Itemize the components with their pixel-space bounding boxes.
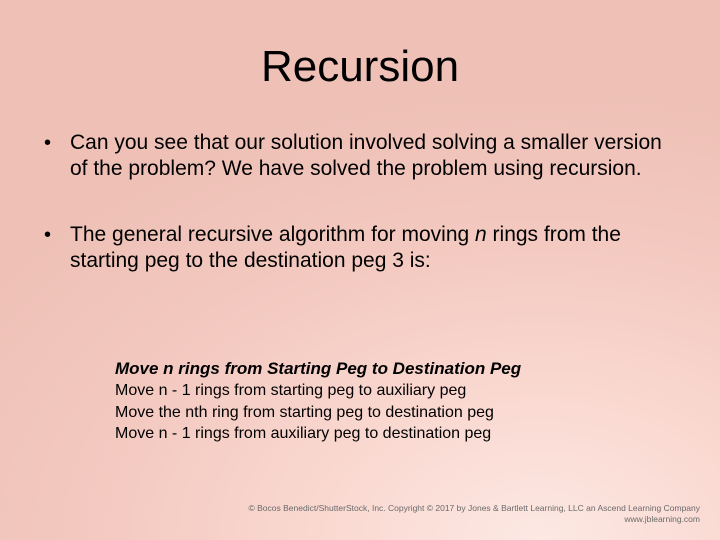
bullet-list [44,130,684,274]
slide-title: Recursion [260,42,460,91]
bullet-item [44,130,684,182]
bullet-marker-icon: • [44,132,52,154]
bullet-marker-icon: • [44,224,52,246]
algorithm-step: Move the nth ring from starting peg to destination peg [115,403,494,421]
bullet-text-continued: rings from the starting peg to the destination peg 3 is: [70,223,621,272]
copyright-text: © Bocos Benedict/ShutterStock, Inc. Copyright © 2017 by Jones & Bartlett Learning, LLC an Ascend Learning Company [248,503,700,513]
copyright-footer [249,503,700,525]
publisher-website: www.jblearning.com [624,514,700,524]
bullet-text: Can you see that our solution involved solving a smaller version of the problem? We have solved the problem using recursion. [70,131,662,180]
algorithm-heading: Move n rings from Starting Peg to Destination Peg [115,359,522,378]
bullet-text: The general recursive algorithm for moving [70,223,476,246]
bullet-item [44,222,684,274]
bullet-italic-variable: n [475,223,487,246]
algorithm-step: Move n - 1 rings from starting peg to auxiliary peg [115,382,467,399]
algorithm-block [115,358,635,445]
algorithm-step: Move n - 1 rings from auxiliary peg to destination peg [115,425,492,442]
